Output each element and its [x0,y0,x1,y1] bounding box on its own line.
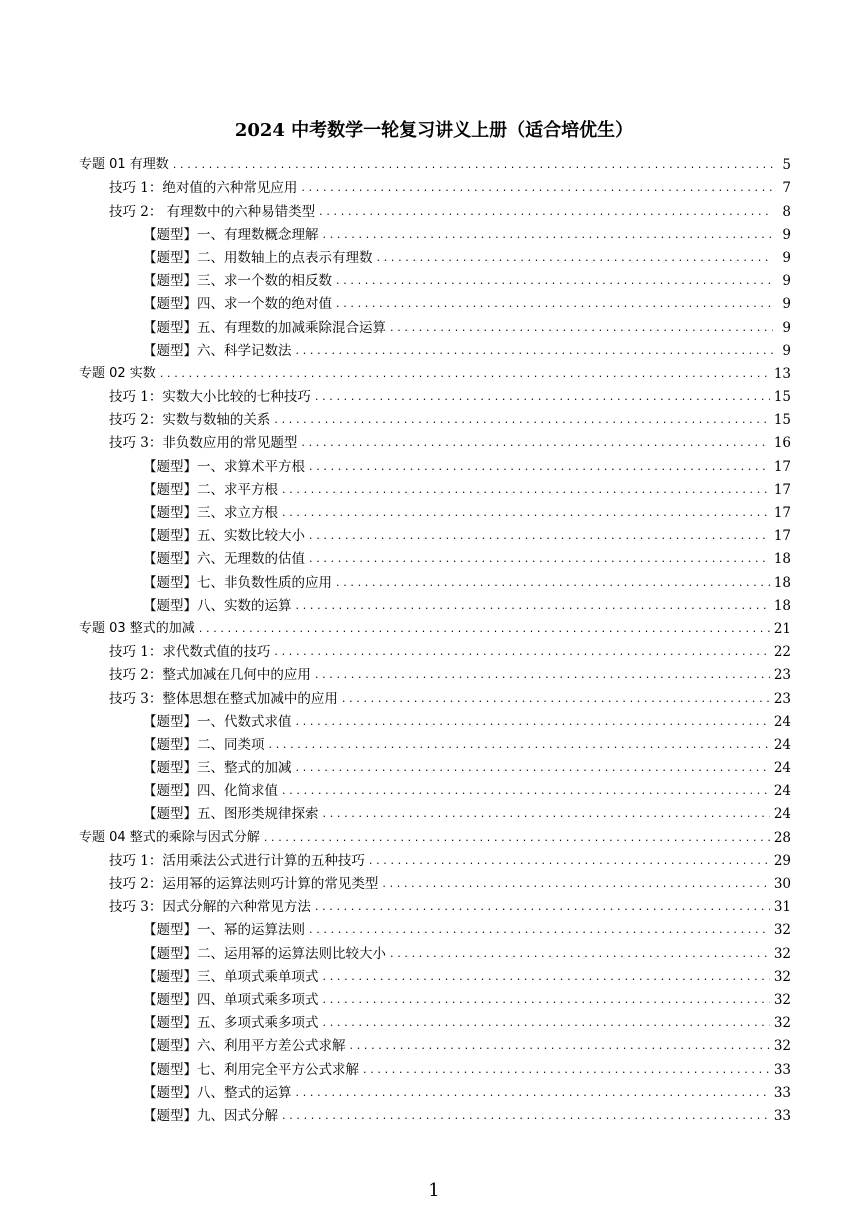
toc-entry-page: 31 [773,899,791,916]
toc-leader-dots [282,1107,770,1125]
toc-entry[interactable] [79,452,791,475]
toc-leader-dots [342,690,770,708]
toc-entry-label: 【题型】七、利用完全平方公式求解 [143,1061,359,1078]
toc-leader-dots [296,713,770,731]
toc-entry-label: 【题型】二、用数轴上的点表示有理数 [143,249,373,266]
toc-leader-dots [319,203,773,221]
toc-entry-page: 33 [773,1107,791,1124]
toc-entry-label: 专题 03 整式的加减 [79,620,195,636]
toc-leader-dots [323,226,774,244]
toc-leader-dots [323,991,770,1009]
toc-entry[interactable] [79,1102,791,1125]
toc-entry[interactable] [79,174,791,197]
toc-entry[interactable] [79,684,791,707]
toc-entry[interactable] [79,499,791,522]
toc-entry[interactable] [79,893,791,916]
table-of-contents [79,151,791,1125]
toc-entry[interactable] [79,939,791,962]
toc-entry-page: 33 [773,1061,791,1078]
toc-leader-dots [296,342,774,360]
document-title: 2024 中考数学一轮复习讲义上册（适合培优生） [234,120,634,141]
toc-leader-dots [173,156,773,174]
toc-entry-page: 9 [782,273,791,290]
toc-entry-page: 33 [773,1084,791,1101]
toc-entry-label: 技巧 1：活用乘法公式进行计算的五种技巧 [109,852,365,869]
toc-entry-label: 【题型】六、无理数的估值 [143,551,305,568]
toc-entry-page: 17 [773,528,791,545]
toc-entry-label: 【题型】九、因式分解 [143,1107,278,1124]
toc-leader-dots [336,574,770,592]
toc-entry-label: 技巧 1：绝对值的六种常见应用 [109,180,298,197]
toc-leader-dots [309,550,770,568]
toc-entry-label: 【题型】六、科学记数法 [143,342,292,359]
toc-entry-page: 15 [773,389,791,406]
toc-entry-label: 【题型】五、图形类规律探索 [143,806,319,823]
toc-leader-dots [199,620,770,638]
toc-entry[interactable] [79,1009,791,1032]
toc-leader-dots [309,458,770,476]
toc-entry-label: 【题型】四、单项式乘多项式 [143,991,319,1008]
toc-entry-page: 9 [782,342,791,359]
toc-entry-label: 【题型】一、有理数概念理解 [143,226,319,243]
toc-leader-dots [296,1084,770,1102]
toc-entry[interactable] [79,151,791,174]
toc-leader-dots [274,411,769,429]
toc-leader-dots [323,805,770,823]
toc-entry-label: 【题型】四、求一个数的绝对值 [143,296,332,313]
toc-entry[interactable] [79,1055,791,1078]
toc-entry-label: 【题型】四、化简求值 [143,783,278,800]
toc-entry-page: 17 [773,458,791,475]
toc-leader-dots [296,759,770,777]
toc-entry-page: 32 [773,1038,791,1055]
toc-leader-dots [363,1061,770,1079]
toc-entry-page: 32 [773,991,791,1008]
toc-entry[interactable] [79,313,791,336]
toc-leader-dots [336,272,773,290]
toc-entry-page: 17 [773,481,791,498]
toc-entry-page: 24 [773,713,791,730]
toc-entry[interactable] [79,568,791,591]
toc-entry-label: 【题型】八、整式的运算 [143,1084,292,1101]
toc-entry-page: 24 [773,736,791,753]
toc-leader-dots [323,1014,770,1032]
toc-leader-dots [282,782,770,800]
toc-entry[interactable] [79,476,791,499]
toc-entry-page: 9 [782,226,791,243]
toc-entry[interactable] [79,267,791,290]
toc-entry-label: 【题型】一、代数式求值 [143,713,292,730]
toc-entry-label: 技巧 2： 有理数中的六种易错类型 [109,203,316,220]
toc-entry[interactable] [79,777,791,800]
toc-entry-page: 32 [773,922,791,939]
toc-entry-label: 【题型】二、运用幂的运算法则比较大小 [143,945,386,962]
toc-entry-label: 【题型】五、多项式乘多项式 [143,1015,319,1032]
toc-entry-page: 30 [773,876,791,892]
toc-leader-dots [350,1037,770,1055]
toc-entry[interactable] [79,197,791,220]
toc-entry[interactable] [79,290,791,313]
toc-entry-label: 专题 01 有理数 [79,157,169,173]
toc-leader-dots [274,643,769,661]
toc-entry-label: 【题型】五、实数比较大小 [143,528,305,545]
toc-leader-dots [336,295,773,313]
toc-leader-dots [301,179,773,197]
toc-entry-page: 9 [782,319,791,336]
toc-entry[interactable] [79,847,791,870]
toc-leader-dots [323,968,770,986]
toc-entry-page: 24 [773,783,791,800]
toc-entry-label: 【题型】一、求算术平方根 [143,458,305,475]
toc-entry-page: 32 [773,1015,791,1032]
toc-entry-page: 18 [773,597,791,614]
toc-entry-page: 24 [773,760,791,777]
toc-leader-dots [160,365,770,383]
toc-entry-page: 8 [782,203,791,220]
toc-entry-label: 技巧 2：实数与数轴的关系 [109,412,271,429]
toc-leader-dots [382,875,769,893]
toc-entry-label: 技巧 2：运用幂的运算法则巧计算的常见类型 [109,876,379,892]
toc-entry-page: 18 [773,574,791,591]
toc-leader-dots [315,898,770,916]
toc-entry[interactable] [79,800,791,823]
toc-entry[interactable] [79,545,791,568]
toc-entry[interactable] [79,638,791,661]
toc-leader-dots [269,736,770,754]
toc-entry[interactable] [79,1032,791,1055]
toc-entry-label: 【题型】二、求平方根 [143,481,278,498]
toc-entry-page: 13 [773,365,791,382]
toc-entry[interactable] [79,337,791,360]
toc-entry[interactable] [79,661,791,684]
toc-leader-dots [390,319,773,337]
toc-entry[interactable] [79,916,791,939]
toc-entry[interactable] [79,754,791,777]
toc-entry-label: 技巧 1：实数大小比较的七种技巧 [109,389,311,406]
toc-entry-label: 技巧 3：非负数应用的常见题型 [109,435,298,452]
toc-entry-page: 23 [773,667,791,684]
toc-leader-dots [264,829,770,847]
toc-leader-dots [301,434,769,452]
toc-leader-dots [369,852,770,870]
toc-entry[interactable] [79,823,791,846]
toc-entry-page: 9 [782,249,791,266]
toc-leader-dots [315,388,770,406]
toc-entry[interactable] [79,244,791,267]
toc-entry-label: 【题型】五、有理数的加减乘除混合运算 [143,319,386,336]
toc-entry[interactable] [79,731,791,754]
toc-leader-dots [309,527,770,545]
toc-entry-label: 专题 02 实数 [79,365,156,381]
toc-entry-label: 专题 04 整式的乘除与因式分解 [79,829,260,845]
toc-entry-page: 32 [773,945,791,962]
toc-entry[interactable] [79,708,791,731]
toc-entry-page: 18 [773,551,791,568]
toc-entry-label: 【题型】六、利用平方差公式求解 [143,1038,346,1055]
toc-leader-dots [309,921,770,939]
toc-entry-label: 【题型】三、单项式乘单项式 [143,968,319,985]
toc-entry-page: 28 [773,829,791,846]
toc-leader-dots [296,597,770,615]
toc-leader-dots [377,249,774,267]
toc-entry[interactable] [79,360,791,383]
toc-entry-label: 技巧 1：求代数式值的技巧 [109,644,271,661]
toc-entry[interactable] [79,406,791,429]
toc-entry[interactable] [79,522,791,545]
toc-entry[interactable] [79,429,791,452]
toc-entry-label: 【题型】三、求一个数的相反数 [143,273,332,290]
toc-entry-label: 【题型】一、幂的运算法则 [143,922,305,939]
toc-entry-label: 【题型】三、求立方根 [143,505,278,521]
toc-entry-page: 32 [773,968,791,985]
toc-entry-label: 【题型】二、同类项 [143,736,265,753]
toc-leader-dots [282,481,770,499]
toc-entry-page: 29 [773,852,791,869]
toc-entry-label: 【题型】八、实数的运算 [143,597,292,614]
toc-entry-page: 16 [773,435,791,452]
toc-leader-dots [315,666,770,684]
toc-entry-page: 22 [773,644,791,661]
toc-entry-page: 21 [773,620,791,637]
toc-entry-label: 技巧 2：整式加减在几何中的应用 [109,667,311,684]
toc-entry-page: 17 [773,505,791,521]
toc-entry-page: 7 [782,180,791,197]
toc-entry-page: 5 [782,157,791,174]
toc-entry[interactable] [79,592,791,615]
toc-entry-page: 23 [773,690,791,707]
toc-entry[interactable] [79,221,791,244]
toc-entry-page: 15 [773,412,791,429]
toc-entry-label: 【题型】七、非负数性质的应用 [143,574,332,591]
toc-entry[interactable] [79,963,791,986]
toc-entry[interactable] [79,986,791,1009]
toc-leader-dots [282,504,770,522]
toc-entry-label: 【题型】三、整式的加减 [143,760,292,777]
toc-entry-page: 24 [773,806,791,823]
toc-entry[interactable] [79,1079,791,1102]
toc-entry[interactable] [79,615,791,638]
toc-entry-label: 技巧 3：因式分解的六种常见方法 [109,899,311,916]
toc-entry[interactable] [79,383,791,406]
toc-entry-page: 9 [782,296,791,313]
page-number: 1 [428,1180,440,1201]
toc-entry[interactable] [79,870,791,893]
toc-entry-label: 技巧 3：整体思想在整式加减中的应用 [109,690,338,707]
toc-leader-dots [390,945,770,963]
